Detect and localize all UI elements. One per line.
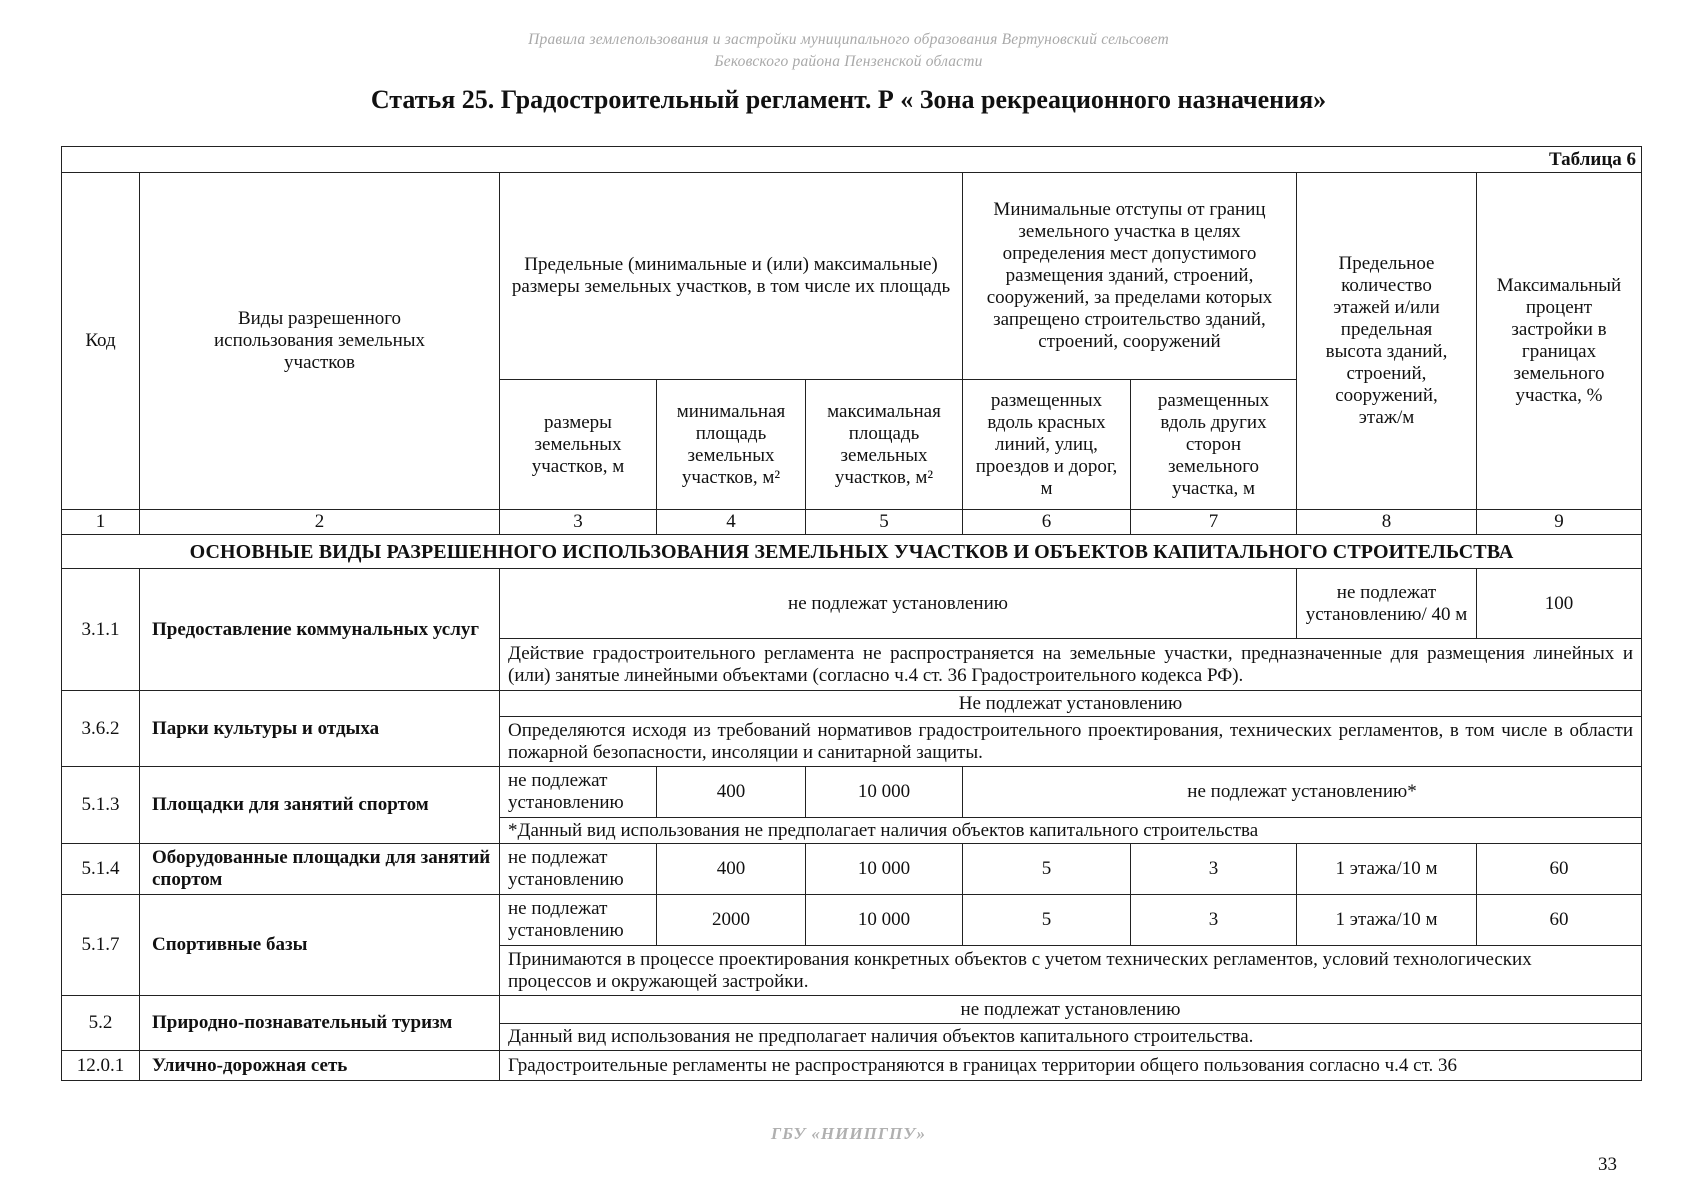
- running-header-line-1: Правила землепользования и застройки муниципального образования Вертуновский сельсовет: [528, 31, 1169, 48]
- column-number: 8: [1297, 510, 1477, 535]
- row-note: Принимаются в процессе проектирования конкретных объектов с учетом технических регламентов, условий технологических процессов и окружающей застройки.: [500, 946, 1642, 996]
- row-use-name: Улично-дорожная сеть: [140, 1051, 500, 1081]
- row-code: 3.6.2: [62, 691, 140, 767]
- header-sub-sizes: размеры земельных участков, м: [500, 380, 657, 510]
- running-header-line-2: Бековского района Пензенской области: [714, 53, 983, 70]
- table-row: [62, 1051, 1642, 1081]
- regulation-table: [61, 146, 1642, 1081]
- row-percent: 100: [1477, 569, 1642, 639]
- row-percent: 60: [1477, 844, 1642, 895]
- header-sub-min-area: минимальная площадь земельных участков, м²: [657, 380, 806, 510]
- row-floors: не подлежат установлению/ 40 м: [1297, 569, 1477, 639]
- row-use-name: Спортивные базы: [140, 895, 500, 996]
- row-floors: 1 этажа/10 м: [1297, 895, 1477, 946]
- column-number: 2: [140, 510, 500, 535]
- column-number: 9: [1477, 510, 1642, 535]
- row-red-lines: 5: [963, 844, 1131, 895]
- table-row: [62, 996, 1642, 1024]
- footer-organization: ГБУ «НИИПГПУ»: [770, 1124, 927, 1143]
- row-floors: 1 этажа/10 м: [1297, 844, 1477, 895]
- row-code: 3.1.1: [62, 569, 140, 691]
- column-number: 7: [1131, 510, 1297, 535]
- header-percent: Максимальный процент застройки в границах земельного участка, %: [1477, 173, 1642, 510]
- article-title: Статья 25. Градостроительный регламент. Р « Зона рекреационного назначения»: [370, 85, 1327, 114]
- row-value: Не подлежат установлению: [500, 691, 1642, 717]
- row-note: Определяются исходя из требований нормативов градостроительного проектирования, технических регламентов, в том числе в области пожарной безопасности, инсоляции и санитарной защиты.: [500, 717, 1642, 767]
- row-min-area: 400: [657, 844, 806, 895]
- row-sizes: не подлежат установлению: [500, 844, 657, 895]
- row-use-name: Оборудованные площадки для занятий спортом: [140, 844, 500, 895]
- table-row: [62, 569, 1642, 639]
- row-use-name: Парки культуры и отдыха: [140, 691, 500, 767]
- row-note: Данный вид использования не предполагает наличия объектов капитального строительства.: [500, 1024, 1642, 1051]
- section-heading: ОСНОВНЫЕ ВИДЫ РАЗРЕШЕННОГО ИСПОЛЬЗОВАНИЯ ЗЕМЕЛЬНЫХ УЧАСТКОВ И ОБЪЕКТОВ КАПИТАЛЬНОГО СТРОИТЕЛЬСТВА: [62, 535, 1642, 569]
- row-percent: 60: [1477, 895, 1642, 946]
- row-note: Действие градостроительного регламента не распространяется на земельные участки, предназначенные для размещения линейных и (или) занятые линейными объектами (согласно ч.4 ст. 36 Градостроительного кодекса РФ).: [500, 639, 1642, 691]
- row-max-area: 10 000: [806, 844, 963, 895]
- row-note: Градостроительные регламенты не распространяются в границах территории общего пользования согласно ч.4 ст. 36: [500, 1051, 1642, 1081]
- column-number: 6: [963, 510, 1131, 535]
- row-max-area: 10 000: [806, 767, 963, 818]
- row-use-name: Предоставление коммунальных услуг: [140, 569, 500, 691]
- row-code: 5.1.4: [62, 844, 140, 895]
- column-number-row: [62, 510, 1642, 535]
- row-min-area: 2000: [657, 895, 806, 946]
- row-other-sides: 3: [1131, 844, 1297, 895]
- header-sizes-group: Предельные (минимальные и (или) максимальные) размеры земельных участков, в том числе их площадь: [500, 173, 963, 380]
- row-red-lines: 5: [963, 895, 1131, 946]
- row-sizes: не подлежат установлению: [500, 767, 657, 818]
- row-code: 12.0.1: [62, 1051, 140, 1081]
- row-value: не подлежат установлению: [500, 569, 1297, 639]
- row-min-area: 400: [657, 767, 806, 818]
- row-max-area: 10 000: [806, 895, 963, 946]
- header-kinds: Виды разрешенного использования земельных участков: [140, 173, 500, 510]
- table-row: [62, 895, 1642, 946]
- row-other-sides: 3: [1131, 895, 1297, 946]
- page-number: 33: [1598, 1154, 1617, 1175]
- row-value: не подлежат установлению*: [963, 767, 1642, 818]
- table-row: [62, 844, 1642, 895]
- column-number: 3: [500, 510, 657, 535]
- row-use-name: Природно-познавательный туризм: [140, 996, 500, 1051]
- table-caption: Таблица 6: [62, 147, 1642, 173]
- row-code: 5.1.7: [62, 895, 140, 996]
- row-code: 5.1.3: [62, 767, 140, 844]
- table-row: [62, 767, 1642, 818]
- row-sizes: не подлежат установлению: [500, 895, 657, 946]
- row-note: *Данный вид использования не предполагает наличия объектов капитального строительства: [500, 818, 1642, 844]
- column-number: 1: [62, 510, 140, 535]
- table-row: [62, 691, 1642, 717]
- header-setbacks-group: Минимальные отступы от границ земельного участка в целях определения мест допустимого размещения зданий, строений, сооружений, за пределами которых запрещено строительство зданий, строений, сооружений: [963, 173, 1297, 380]
- row-code: 5.2: [62, 996, 140, 1051]
- column-number: 5: [806, 510, 963, 535]
- header-floors: Предельное количество этажей и/или предельная высота зданий, строений, сооружений, этаж/м: [1297, 173, 1477, 510]
- header-sub-red-lines: размещенных вдоль красных линий, улиц, проездов и дорог, м: [963, 380, 1131, 510]
- column-number: 4: [657, 510, 806, 535]
- row-value: не подлежат установлению: [500, 996, 1642, 1024]
- header-sub-max-area: максимальная площадь земельных участков, м²: [806, 380, 963, 510]
- row-use-name: Площадки для занятий спортом: [140, 767, 500, 844]
- header-code: Код: [62, 173, 140, 510]
- header-sub-other-sides: размещенных вдоль других сторон земельного участка, м: [1131, 380, 1297, 510]
